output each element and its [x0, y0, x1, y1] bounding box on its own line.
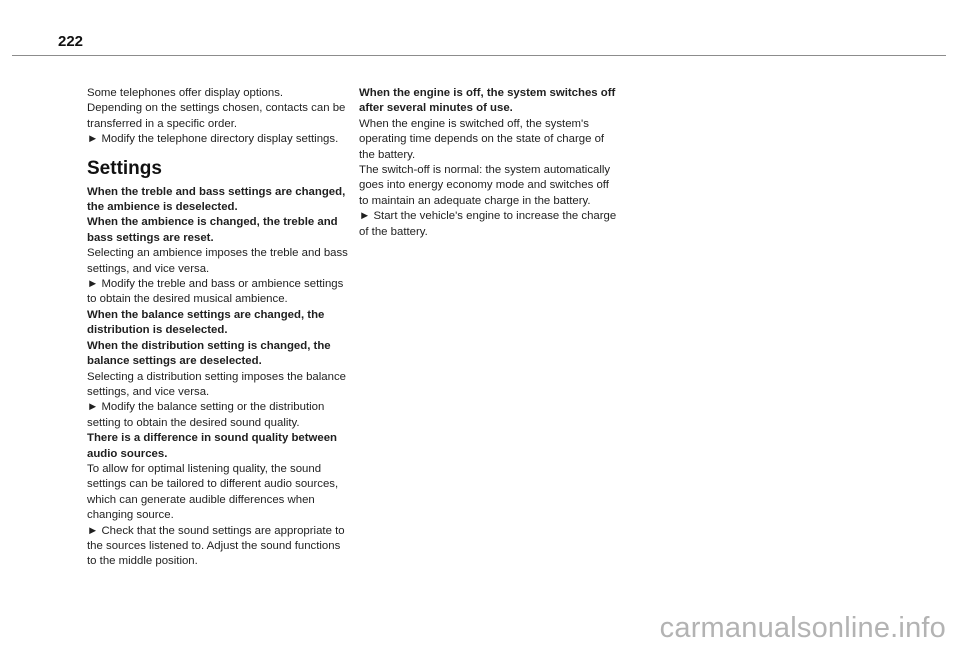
- bold-note: When the engine is off, the system switches off after several minutes of use.: [359, 87, 616, 115]
- instruction-paragraph: ► Modify the treble and bass or ambience settings to obtain the desired musical ambience.: [87, 278, 344, 306]
- watermark: carmanualsonline.info: [659, 612, 946, 644]
- page-number: 222: [58, 33, 84, 50]
- instruction-paragraph: ► Modify the telephone directory display settings.: [87, 133, 339, 146]
- middle-column: [359, 86, 621, 240]
- header-divider: [12, 55, 946, 56]
- body-paragraph: When the engine is switched off, the system's operating time depends on the state of charge of the battery.: [359, 117, 605, 161]
- bold-note: There is a difference in sound quality between audio sources.: [87, 432, 338, 460]
- bold-note: When the ambience is changed, the treble and bass settings are reset.: [87, 216, 338, 244]
- section-heading-settings: Settings: [87, 157, 162, 179]
- instruction-paragraph: ► Modify the balance setting or the distribution setting to obtain the desired sound quality.: [87, 401, 325, 429]
- intro-paragraph: Depending on the settings chosen, contacts can be transferred in a specific order.: [87, 102, 346, 130]
- instruction-paragraph: ► Check that the sound settings are appropriate to the sources listened to. Adjust the sound functions to the middle position.: [87, 524, 345, 568]
- bold-note: When the balance settings are changed, the distribution is deselected.: [87, 308, 325, 337]
- body-paragraph: Selecting a distribution setting imposes the balance settings, and vice versa.: [87, 370, 346, 398]
- left-column: [87, 86, 349, 570]
- body-paragraph: The switch-off is normal: the system automatically goes into energy economy mode and switches off to maintain an adequate charge in the battery.: [359, 164, 611, 207]
- instruction-paragraph: ► Start the vehicle's engine to increase the charge of the battery.: [359, 210, 617, 238]
- bold-note: When the treble and bass settings are changed, the ambience is deselected.: [87, 185, 346, 214]
- bold-note: When the distribution setting is changed, the balance settings are deselected.: [87, 339, 331, 368]
- body-paragraph: Selecting an ambience imposes the treble and bass settings, and vice versa.: [87, 247, 348, 275]
- body-paragraph: To allow for optimal listening quality, the sound settings can be tailored to different audio sources, which can generate audible differences when changing source.: [87, 462, 339, 522]
- intro-paragraph: Some telephones offer display options.: [87, 87, 284, 99]
